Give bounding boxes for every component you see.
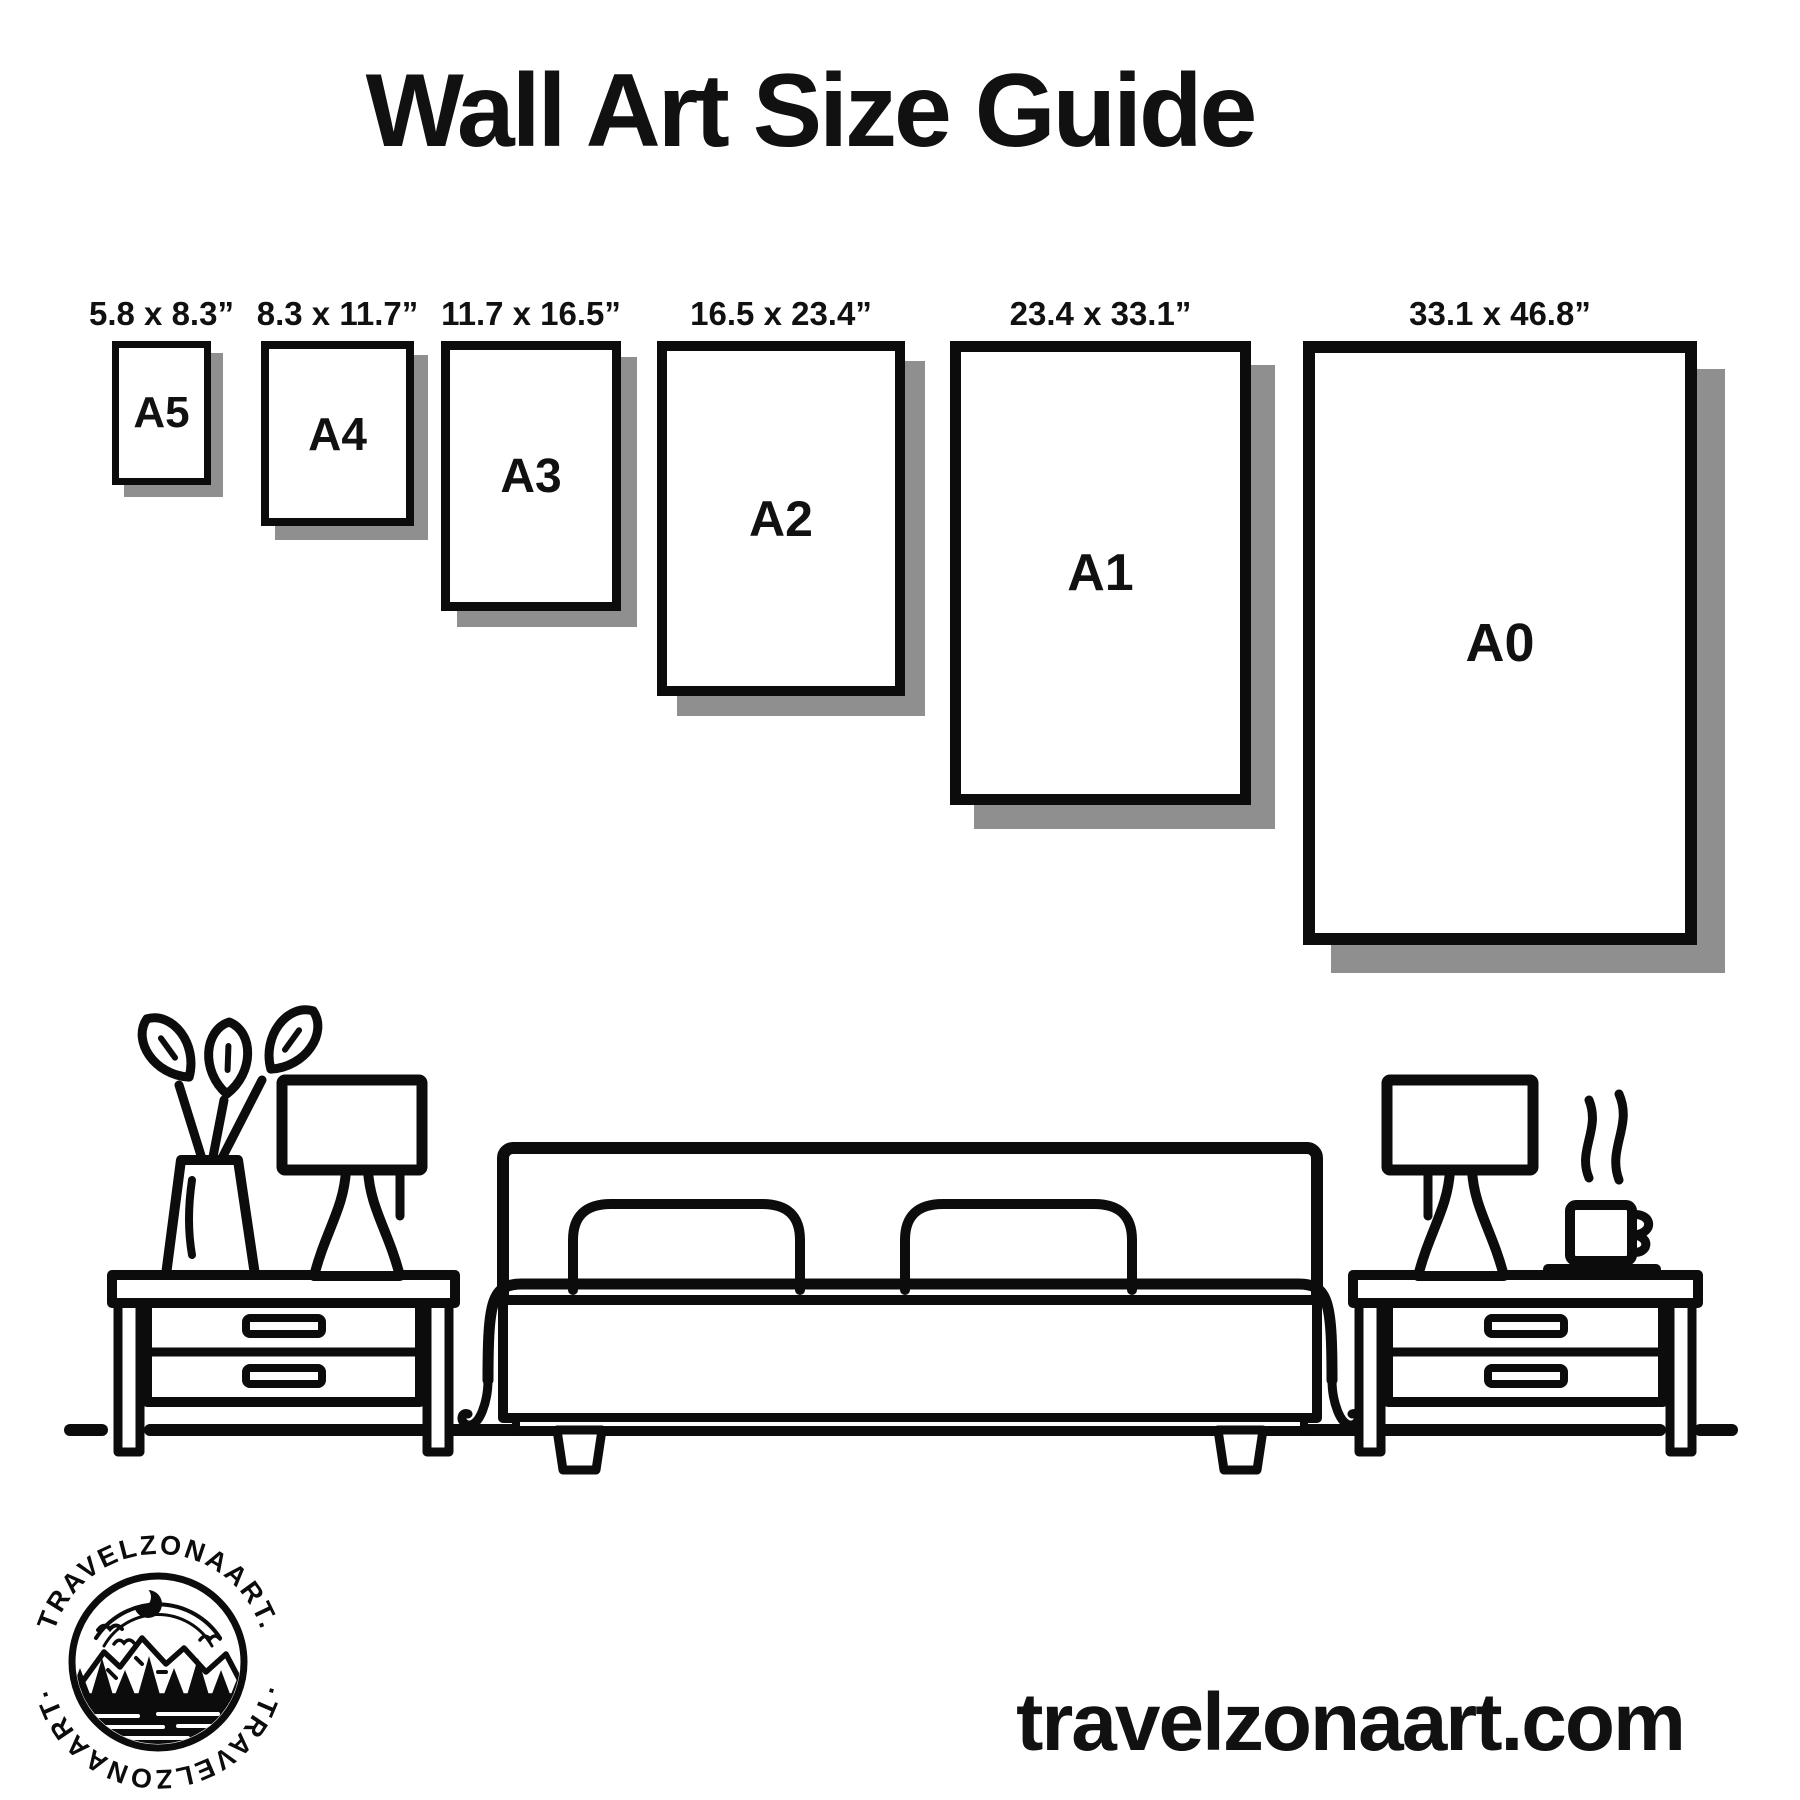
- brand-logo: [8, 1512, 308, 1800]
- dimension-label-a1: 23.4 x 33.1”: [1009, 295, 1192, 332]
- lamp-shade: [282, 1080, 422, 1170]
- size-frame-a2: [657, 341, 905, 696]
- size-frame-a1: [950, 341, 1251, 805]
- leaf: [207, 1021, 249, 1094]
- bed-base-rail: [516, 1418, 1304, 1430]
- dimension-label-a5: 5.8 x 8.3”: [89, 295, 234, 332]
- lamp-shade: [1387, 1080, 1533, 1170]
- bed-leg: [557, 1430, 602, 1470]
- dimension-label-a0: 33.1 x 46.8”: [1409, 295, 1591, 332]
- table-lamp-right: [1387, 1080, 1533, 1276]
- blanket-drape-left: [462, 1380, 488, 1425]
- leaf: [131, 1007, 205, 1088]
- coffee-mug: [1548, 1094, 1656, 1269]
- logo-ring-text-top: TRAVELZONAART.: [31, 1529, 285, 1634]
- size-name: A3: [500, 449, 562, 503]
- drawer-handle: [1488, 1368, 1564, 1384]
- bed-leg: [1218, 1430, 1263, 1470]
- page-title: Wall Art Size Guide: [365, 53, 1255, 169]
- bed: [462, 1148, 1358, 1470]
- table-lamp-left: [282, 1080, 422, 1276]
- size-name: A2: [749, 490, 813, 547]
- drawer-handle: [246, 1318, 322, 1334]
- bedroom-scene-illustration: [0, 990, 1800, 1490]
- steam: [1616, 1094, 1624, 1180]
- blanket-drape-right: [1332, 1380, 1358, 1425]
- size-name: A5: [133, 388, 190, 437]
- leaf: [255, 999, 329, 1080]
- dimension-label-a3: 11.7 x 16.5”: [441, 295, 621, 332]
- size-frame-a5: [112, 341, 211, 485]
- size-frame-a0: [1303, 341, 1697, 945]
- drawer-handle: [246, 1368, 322, 1384]
- size-frame-a3: [441, 341, 621, 611]
- dimension-label-a4: 8.3 x 11.7”: [256, 295, 419, 332]
- logo-ring-text-bottom: ·TRAVELZONAART·: [29, 1683, 287, 1795]
- size-name: A4: [308, 407, 367, 460]
- dimension-label-a2: 16.5 x 23.4”: [690, 295, 872, 332]
- size-name: A1: [1067, 544, 1134, 602]
- pillow-right: [905, 1204, 1132, 1290]
- pillow-left: [573, 1204, 800, 1290]
- size-frame-a4: [261, 341, 414, 526]
- steam: [1586, 1100, 1593, 1178]
- drawer-handle: [1488, 1318, 1564, 1334]
- mattress: [503, 1300, 1317, 1418]
- size-name: A0: [1465, 613, 1535, 673]
- website-url: travelzonaart.com: [1016, 1677, 1684, 1768]
